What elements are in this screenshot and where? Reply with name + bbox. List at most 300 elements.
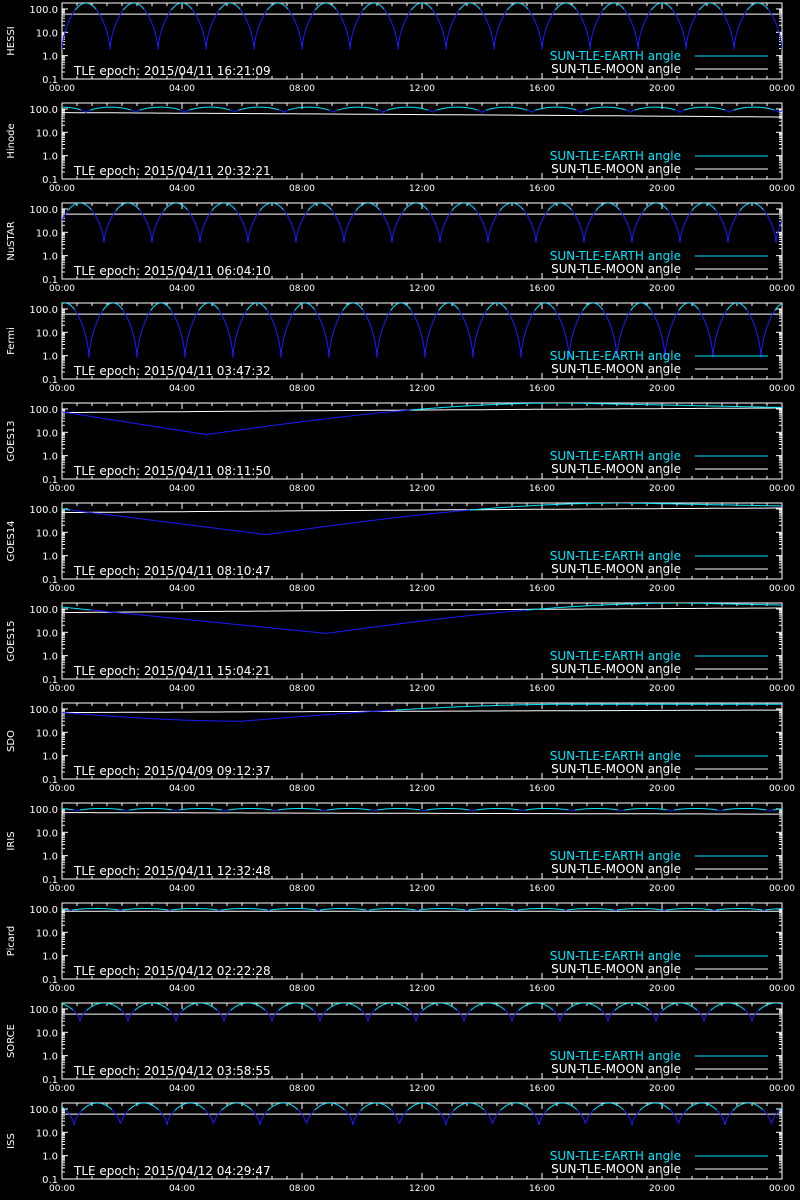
earth-angle-line [603,3,624,10]
earth-angle-line [131,110,139,112]
earth-angle-line [528,9,555,49]
earth-angle-line [679,303,699,310]
x-tick-label: 00:00 [49,184,75,194]
earth-angle-line [219,310,247,358]
earth-angle-line [575,809,618,811]
earth-angle-line [363,3,384,10]
earth-angle-line [123,3,144,10]
x-tick-label: 04:00 [169,184,195,194]
earth-angle-line [624,9,651,49]
earth-angle-line [571,210,596,243]
tle-epoch-label: TLE epoch: 2015/04/11 08:11:50 [74,464,271,478]
earth-angle-line [438,1110,454,1125]
earth-angle-line [288,107,329,110]
legend-earth-label: SUN-TLE-EARTH angle [549,49,681,63]
earth-angle-line [745,1010,759,1021]
legend-moon-label: SUN-TLE-MOON angle [551,362,681,376]
x-tick-label: 16:00 [529,484,555,494]
y-tick-label: 0.1 [42,475,58,486]
earth-angle-line [649,1010,663,1021]
x-tick-label: 20:00 [649,1084,675,1094]
x-tick-label: 12:00 [409,1184,435,1194]
earth-angle-line [235,210,260,243]
earth-angle-line [171,909,217,911]
x-tick-label: 08:00 [289,1084,315,1094]
x-tick-label: 00:00 [769,184,795,194]
earth-angle-line [265,1010,279,1021]
earth-angle-line [313,1010,327,1021]
x-tick-label: 08:00 [289,884,315,894]
earth-angle-line [175,1103,205,1111]
earth-angle-line [723,809,766,811]
x-tick-label: 00:00 [769,1084,795,1094]
earth-angle-line [507,310,535,358]
earth-angle-line [279,1003,313,1010]
earth-angle-line [644,203,667,211]
earth-angle-line [361,1103,391,1111]
earth-angle-line [486,107,527,110]
x-tick-label: 16:00 [529,684,555,694]
legend-moon-label: SUN-TLE-MOON angle [551,1062,681,1076]
earth-angle-line [75,310,103,358]
x-tick-label: 20:00 [649,84,675,94]
earth-angle-line [240,9,267,49]
earth-angle-line [391,1110,408,1124]
earth-angle-line [271,810,278,811]
earth-angle-line [377,809,420,811]
earth-angle-line [507,3,528,10]
earth-angle-line [168,910,171,911]
x-tick-label: 12:00 [409,1084,435,1094]
earth-angle-line [238,107,279,110]
y-tick-label: 0.1 [42,375,58,386]
x-tick-label: 16:00 [529,884,555,894]
y-tick-label: 100.0 [29,204,58,216]
earth-angle-line [518,909,564,911]
x-tick-label: 00:00 [769,784,795,794]
earth-angle-line [426,809,469,811]
earth-angle-line [356,203,379,211]
x-tick-label: 16:00 [529,284,555,294]
earth-angle-line [336,9,363,49]
legend-moon-label: SUN-TLE-MOON angle [551,462,681,476]
earth-angle-line [91,210,116,243]
panel-sorce [0,1000,800,1100]
earth-angle-line [219,3,240,10]
earth-angle-line [725,110,733,112]
earth-angle-line [452,203,475,211]
earth-angle-line [583,303,603,310]
y-tick-label: 10.0 [35,228,58,240]
earth-angle-line [535,303,555,310]
earth-angle-line [427,210,452,243]
moon-angle-line [62,710,782,713]
earth-angle-line [187,210,212,243]
x-tick-label: 00:00 [49,384,75,394]
earth-angle-line [121,1010,135,1021]
earth-angle-line [337,107,378,110]
tle-epoch-label: TLE epoch: 2015/04/09 09:12:37 [74,764,271,778]
plot-svg [0,300,800,400]
x-tick-label: 20:00 [649,784,675,794]
earth-angle-line [129,1103,159,1110]
x-tick-label: 12:00 [409,184,435,194]
y-tick-label: 10.0 [35,128,58,140]
earth-angle-line [505,1010,519,1021]
satellite-label: Fermi [6,327,17,355]
earth-angle-line [222,810,228,811]
earth-angle-line [369,909,415,911]
legend-moon-label: SUN-TLE-MOON angle [551,162,681,176]
plot-svg [0,100,800,200]
x-tick-label: 12:00 [409,484,435,494]
y-tick-label: 100.0 [29,504,58,516]
earth-angle-line [408,1103,438,1110]
y-tick-label: 10.0 [35,728,58,740]
earth-angle-line [343,303,363,310]
earth-angle-line [457,1010,471,1021]
earth-angle-line [370,810,377,811]
plot-svg [0,0,800,100]
earth-angle-line [523,210,548,243]
y-tick-label: 10.0 [35,1128,58,1140]
legend-moon-label: SUN-TLE-MOON angle [551,262,681,276]
earth-angle-line [634,107,675,110]
legend-earth-label: SUN-TLE-EARTH angle [549,1049,681,1063]
earth-angle-line [548,203,571,211]
earth-angle-line [129,809,172,811]
legend-earth-label: SUN-TLE-EARTH angle [549,1149,681,1163]
satellite-label: Picard [6,925,17,957]
y-tick-label: 100.0 [29,404,58,416]
satellite-label: GOES13 [6,420,17,462]
x-tick-label: 16:00 [529,184,555,194]
x-tick-label: 00:00 [49,984,75,994]
tle-epoch-label: TLE epoch: 2015/04/11 12:32:48 [74,864,271,878]
earth-angle-line [663,910,666,911]
x-tick-label: 00:00 [769,384,795,394]
legend-earth-label: SUN-TLE-EARTH angle [549,549,681,563]
earth-angle-line [327,809,370,811]
earth-angle-line [747,310,775,358]
x-tick-label: 08:00 [289,784,315,794]
earth-angle-line [469,810,476,811]
earth-angle-line [169,1010,183,1021]
panel-hinode [0,100,800,200]
earth-angle-line [568,810,575,811]
earth-angle-line [345,1110,361,1125]
earth-angle-line [527,110,535,112]
earth-angle-line [619,210,644,243]
satellite-label: NuSTAR [6,221,17,261]
earth-angle-line [432,9,459,49]
earth-angle-line [66,1110,82,1125]
legend-moon-label: SUN-TLE-MOON angle [551,1162,681,1176]
panel-fermi [0,300,800,400]
earth-angle-line [231,1003,265,1010]
panel-iris [0,800,800,900]
legend-earth-label: SUN-TLE-EARTH angle [549,149,681,163]
earth-angle-line [762,910,765,911]
earth-angle-line [667,810,674,811]
tle-epoch-label: TLE epoch: 2015/04/12 04:29:47 [74,1164,271,1178]
earth-angle-line [766,810,773,811]
earth-angle-line [378,110,387,113]
earth-angle-line [675,110,684,113]
legend-moon-label: SUN-TLE-MOON angle [551,762,681,776]
earth-angle-line [585,107,626,110]
y-tick-label: 10.0 [35,428,58,440]
legend-earth-label: SUN-TLE-EARTH angle [549,449,681,463]
earth-angle-line [103,303,123,310]
x-tick-label: 04:00 [169,784,195,794]
x-tick-label: 08:00 [289,484,315,494]
x-tick-label: 20:00 [649,384,675,394]
x-tick-label: 20:00 [649,284,675,294]
earth-angle-line [484,1110,501,1124]
earth-angle-line [283,210,308,243]
y-tick-label: 10.0 [35,528,58,540]
earth-angle-line [139,210,164,243]
satellite-label: GOES14 [6,520,17,562]
earth-angle-line [531,1110,547,1125]
x-tick-label: 20:00 [649,584,675,594]
earth-angle-line [640,1103,670,1111]
y-tick-label: 1.0 [42,51,58,63]
earth-angle-line [594,1103,624,1110]
y-tick-label: 10.0 [35,928,58,940]
x-tick-label: 04:00 [169,884,195,894]
y-tick-label: 100.0 [29,104,58,116]
x-tick-label: 08:00 [289,84,315,94]
earth-angle-line [436,107,477,110]
legend-earth-label: SUN-TLE-EARTH angle [549,649,681,663]
plot-svg [0,900,800,1000]
x-tick-label: 08:00 [289,284,315,294]
x-tick-label: 12:00 [409,684,435,694]
x-tick-label: 00:00 [769,84,795,94]
x-tick-label: 12:00 [409,984,435,994]
y-tick-label: 10.0 [35,328,58,340]
x-tick-label: 04:00 [169,684,195,694]
moon-angle-line [62,113,782,118]
x-tick-label: 20:00 [649,984,675,994]
x-tick-label: 00:00 [769,484,795,494]
plot-svg [0,400,800,500]
x-tick-label: 08:00 [289,384,315,394]
earth-angle-line [278,809,321,811]
y-tick-label: 0.1 [42,75,58,86]
plot-svg [0,800,800,900]
earth-angle-line [379,210,404,243]
y-tick-label: 1.0 [42,751,58,763]
y-tick-label: 100.0 [29,1104,58,1116]
y-tick-label: 100.0 [29,604,58,616]
x-tick-label: 08:00 [289,1184,315,1194]
earth-angle-line [228,809,271,811]
earth-angle-line [329,110,337,112]
earth-angle-line [618,810,624,811]
panel-goes14 [0,500,800,600]
earth-angle-line [411,310,439,358]
earth-angle-line [684,107,725,110]
earth-angle-line [288,9,315,49]
y-tick-label: 10.0 [35,28,58,40]
tle-epoch-label: TLE epoch: 2015/04/11 20:32:21 [74,164,271,178]
earth-angle-line [179,809,222,811]
legend-moon-label: SUN-TLE-MOON angle [551,862,681,876]
earth-angle-line [72,909,118,911]
earth-angle-line [69,910,72,911]
earth-angle-line [763,210,782,243]
panel-goes13 [0,400,800,500]
earth-angle-line [631,303,651,310]
legend-earth-label: SUN-TLE-EARTH angle [549,949,681,963]
earth-angle-line [116,203,139,211]
x-tick-label: 00:00 [49,584,75,594]
earth-angle-line [112,1110,129,1124]
x-tick-label: 12:00 [409,84,435,94]
earth-angle-line [298,1110,315,1124]
x-tick-label: 20:00 [649,1184,675,1194]
earth-angle-line [501,1103,531,1110]
x-tick-label: 16:00 [529,1084,555,1094]
earth-angle-line [80,809,123,811]
earth-angle-line [459,3,480,10]
legend-moon-label: SUN-TLE-MOON angle [551,962,681,976]
x-tick-label: 16:00 [529,784,555,794]
legend-earth-label: SUN-TLE-EARTH angle [549,849,681,863]
earth-angle-line [217,1010,231,1021]
y-tick-label: 0.1 [42,575,58,586]
earth-angle-line [315,3,336,10]
earth-angle-line [396,704,782,710]
y-tick-label: 0.1 [42,175,58,186]
earth-angle-line [212,203,235,211]
earth-angle-line [666,909,712,911]
earth-angle-line [716,909,762,911]
x-tick-label: 00:00 [49,1084,75,1094]
earth-angle-line [553,1010,567,1021]
earth-angle-line [164,203,187,211]
legend-earth-label: SUN-TLE-EARTH angle [549,349,681,363]
satellite-label: Hinode [6,123,17,159]
earth-angle-line [295,303,315,310]
tle-epoch-label: TLE epoch: 2015/04/12 02:22:28 [74,964,271,978]
panel-goes15 [0,600,800,700]
x-tick-label: 20:00 [649,884,675,894]
earth-angle-line [419,909,465,911]
y-tick-label: 1.0 [42,951,58,963]
panel-hessi [0,0,800,100]
panel-nustar [0,200,800,300]
satellite-label: ISS [6,1133,17,1149]
y-tick-label: 1.0 [42,551,58,563]
earth-angle-line [73,810,80,811]
earth-angle-line [159,1110,175,1125]
earth-angle-line [222,1103,252,1110]
x-tick-label: 00:00 [49,784,75,794]
earth-angle-line [477,110,486,113]
tle-epoch-label: TLE epoch: 2015/04/12 03:58:55 [74,1064,271,1078]
y-tick-label: 1.0 [42,1151,58,1163]
satellite-label: HESSI [6,26,17,56]
earth-angle-line [475,210,500,243]
earth-angle-line [73,1010,87,1021]
x-tick-label: 04:00 [169,384,195,394]
y-tick-label: 100.0 [29,304,58,316]
x-tick-label: 00:00 [769,684,795,694]
earth-angle-line [697,1010,711,1021]
x-tick-label: 00:00 [49,84,75,94]
earth-angle-line [252,1110,268,1125]
earth-angle-line [711,1003,745,1010]
earth-angle-line [763,1110,780,1124]
earth-angle-line [692,203,715,211]
earth-angle-line [717,1110,733,1125]
earth-angle-line [733,107,774,110]
y-tick-label: 1.0 [42,151,58,163]
earth-angle-line [192,9,219,49]
earth-angle-line [576,110,585,113]
earth-angle-line [687,1103,717,1110]
x-tick-label: 08:00 [289,184,315,194]
legend-moon-label: SUN-TLE-MOON angle [551,662,681,676]
earth-angle-line [576,9,603,49]
plot-svg [0,1100,800,1200]
earth-angle-line [180,110,189,113]
earth-angle-line [75,3,96,10]
earth-angle-line [81,110,90,113]
earth-angle-line [90,107,131,110]
earth-angle-line [279,110,288,113]
x-tick-label: 12:00 [409,784,435,794]
earth-angle-line [230,110,238,112]
x-tick-label: 12:00 [409,884,435,894]
earth-angle-line [409,1010,423,1021]
y-tick-label: 1.0 [42,851,58,863]
earth-angle-line [567,909,613,911]
x-tick-label: 20:00 [649,684,675,694]
earth-angle-line [670,1110,687,1124]
earth-angle-line [672,9,699,49]
earth-angle-line [476,809,519,811]
y-tick-label: 100.0 [29,704,58,716]
moon-angle-line [62,813,782,815]
earth-angle-line [139,107,180,110]
earth-angle-line [525,809,568,811]
x-tick-label: 04:00 [169,584,195,594]
y-tick-label: 1.0 [42,1051,58,1063]
y-tick-label: 1.0 [42,251,58,263]
earth-angle-line [366,910,369,911]
x-tick-label: 00:00 [769,884,795,894]
x-tick-label: 00:00 [49,684,75,694]
earth-angle-line [564,910,567,911]
earth-angle-line [420,810,426,811]
x-tick-label: 08:00 [289,984,315,994]
y-tick-label: 0.1 [42,975,58,986]
earth-angle-line [267,310,295,358]
earth-angle-line [384,9,411,49]
y-tick-label: 10.0 [35,628,58,640]
earth-angle-line [699,310,727,358]
x-tick-label: 08:00 [289,684,315,694]
x-tick-label: 16:00 [529,84,555,94]
earth-angle-line [363,310,391,358]
y-tick-label: 0.1 [42,675,58,686]
x-tick-label: 00:00 [49,484,75,494]
